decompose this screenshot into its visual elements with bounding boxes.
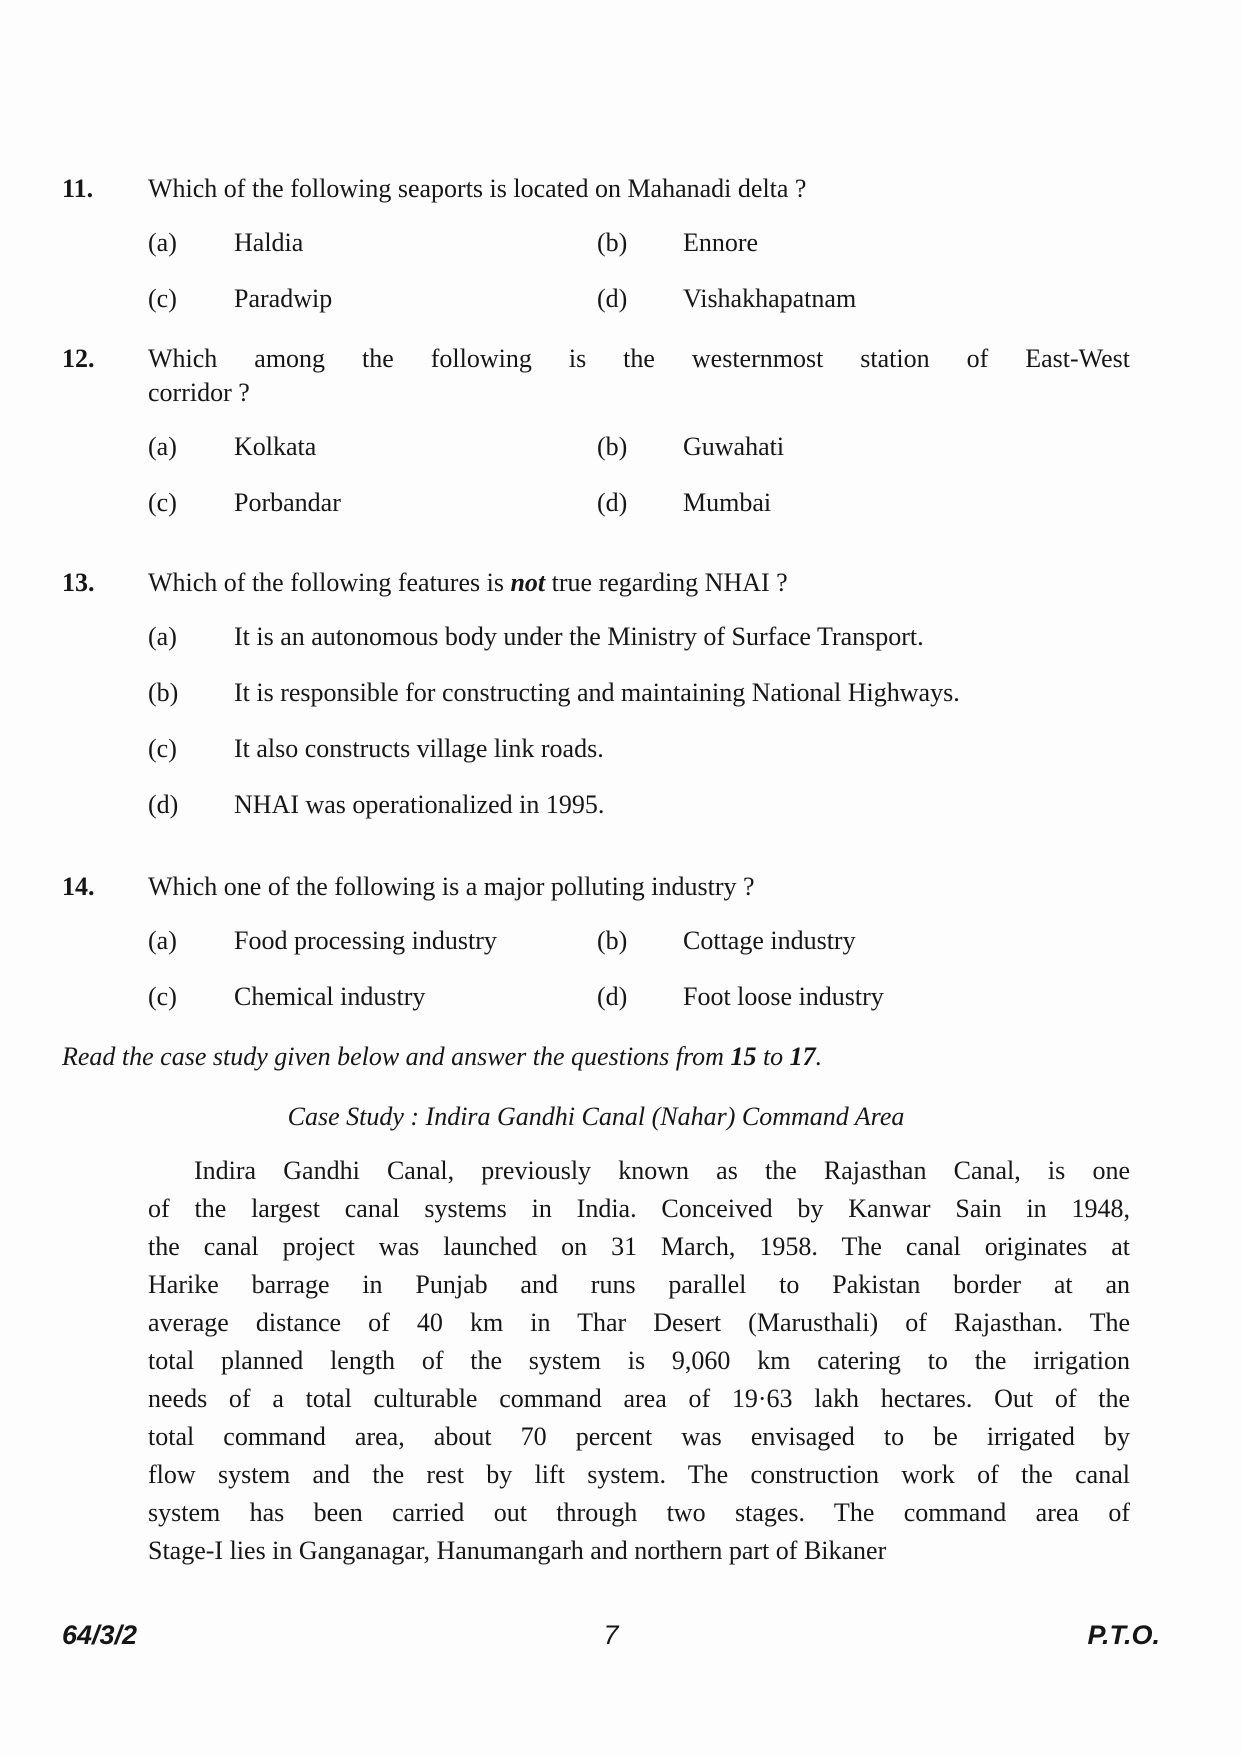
option-letter: (c) [148, 284, 177, 313]
option-letter: (b) [148, 678, 179, 707]
instruction-text-end: . [815, 1042, 823, 1071]
paragraph-line: of the largest canal systems in India. Conceived by Kanwar Sain in 1948, [148, 1194, 1130, 1223]
question-12-number: 12. [62, 344, 95, 373]
question-13-text-emphasis: not [510, 568, 546, 597]
option-letter: (d) [148, 790, 179, 819]
option-letter: (c) [148, 982, 177, 1011]
paragraph-line: the canal project was launched on 31 March, 1958. The canal originates at [148, 1232, 1130, 1261]
question-13-options [148, 620, 1160, 822]
instruction-text-mid: to [756, 1042, 790, 1071]
option-letter: (a) [148, 432, 177, 461]
question-13-option-c [148, 732, 1160, 766]
question-13-body [148, 566, 1160, 822]
question-14-option-a [148, 924, 597, 958]
option-text: Chemical industry [234, 982, 426, 1011]
option-letter: (c) [148, 734, 177, 763]
option-text: Vishakhapatnam [683, 284, 857, 313]
option-letter: (b) [597, 926, 628, 955]
question-11-option-b [597, 226, 1160, 260]
question-12-text-line-2: corridor ? [148, 378, 250, 407]
option-text: Paradwip [234, 284, 333, 313]
instruction-text-before: Read the case study given below and answer the questions from [62, 1042, 731, 1071]
question-11 [62, 172, 1160, 316]
question-13 [62, 566, 1160, 822]
question-13-text [148, 566, 1160, 600]
option-letter: (d) [597, 982, 628, 1011]
question-14-option-c [148, 980, 597, 1014]
question-12-option-b [597, 430, 1160, 464]
question-11-option-c [148, 282, 597, 316]
question-11-option-a [148, 226, 597, 260]
option-letter: (d) [597, 488, 628, 517]
question-12-options [148, 430, 1160, 520]
paragraph-line: needs of a total culturable command area of 19·63 lakh hectares. Out of the [148, 1384, 1130, 1413]
paragraph-line: total command area, about 70 percent was envisaged to be irrigated by [148, 1422, 1130, 1451]
option-letter: (a) [148, 622, 177, 651]
footer-page-number: 7 [603, 1620, 619, 1650]
paragraph-line: flow system and the rest by lift system. The construction work of the canal [148, 1460, 1130, 1489]
option-letter: (a) [148, 926, 177, 955]
question-14-text: Which one of the following is a major polluting industry ? [148, 872, 755, 901]
question-11-text: Which of the following seaports is located on Mahanadi delta ? [148, 174, 807, 203]
question-13-text-before: Which of the following features is [148, 568, 511, 597]
question-14-option-b [597, 924, 1160, 958]
case-study-instruction [62, 1040, 1160, 1074]
paragraph-line: Harike barrage in Punjab and runs parallel to Pakistan border at an [148, 1270, 1130, 1299]
page-footer [62, 1620, 1160, 1651]
question-14-number: 14. [62, 872, 95, 901]
question-13-option-a [148, 620, 1160, 654]
option-text: Guwahati [683, 432, 785, 461]
option-text: Foot loose industry [683, 982, 884, 1011]
question-12-body [148, 342, 1160, 520]
question-13-number: 13. [62, 568, 95, 597]
option-letter: (a) [148, 228, 177, 257]
question-14-options [148, 924, 1160, 1014]
option-text: Kolkata [234, 432, 317, 461]
paragraph-line: system has been carried out through two stages. The command area of [148, 1498, 1130, 1527]
option-text: Food processing industry [234, 926, 497, 955]
question-11-option-d [597, 282, 1160, 316]
question-11-number: 11. [62, 174, 94, 203]
option-text: It also constructs village link roads. [234, 734, 604, 763]
question-12-option-d [597, 486, 1160, 520]
option-text: Haldia [234, 228, 304, 257]
option-text: NHAI was operationalized in 1995. [234, 790, 605, 819]
option-letter: (c) [148, 488, 177, 517]
instruction-question-start: 15 [730, 1042, 757, 1071]
option-text: Mumbai [683, 488, 772, 517]
footer-exam-code: 64/3/2 [62, 1620, 138, 1650]
paragraph-line: Indira Gandhi Canal, previously known as the Rajasthan Canal, is one [194, 1156, 1130, 1185]
option-text: Porbandar [234, 488, 341, 517]
question-13-option-d [148, 788, 1160, 822]
option-text: It is an autonomous body under the Ministry of Surface Transport. [234, 622, 924, 651]
case-study-paragraph [148, 1152, 1130, 1570]
question-13-text-after: true regarding NHAI ? [545, 568, 788, 597]
option-text: Ennore [683, 228, 759, 257]
paragraph-line: Stage-I lies in Ganganagar, Hanumangarh and northern part of Bikaner [148, 1536, 887, 1565]
option-letter: (d) [597, 284, 628, 313]
option-text: Cottage industry [683, 926, 856, 955]
question-12 [62, 342, 1160, 520]
question-14-body [148, 870, 1160, 1014]
option-letter: (b) [597, 432, 628, 461]
question-14-option-d [597, 980, 1160, 1014]
paragraph-line: total planned length of the system is 9,060 km catering to the irrigation [148, 1346, 1130, 1375]
question-11-options [148, 226, 1160, 316]
case-study-title: Case Study : Indira Gandhi Canal (Nahar) Command Area [287, 1102, 905, 1131]
footer-pto: P.T.O. [1087, 1620, 1160, 1650]
option-text: It is responsible for constructing and maintaining National Highways. [234, 678, 960, 707]
option-letter: (b) [597, 228, 628, 257]
paragraph-line: average distance of 40 km in Thar Desert (Marusthali) of Rajasthan. The [148, 1308, 1130, 1337]
question-14 [62, 870, 1160, 1014]
question-12-option-c [148, 486, 597, 520]
instruction-question-end: 17 [789, 1042, 816, 1071]
question-11-body [148, 172, 1160, 316]
question-12-text-line-1: Which among the following is the westernmost station of East-West [148, 344, 1130, 373]
question-12-option-a [148, 430, 597, 464]
question-13-option-b [148, 676, 1160, 710]
